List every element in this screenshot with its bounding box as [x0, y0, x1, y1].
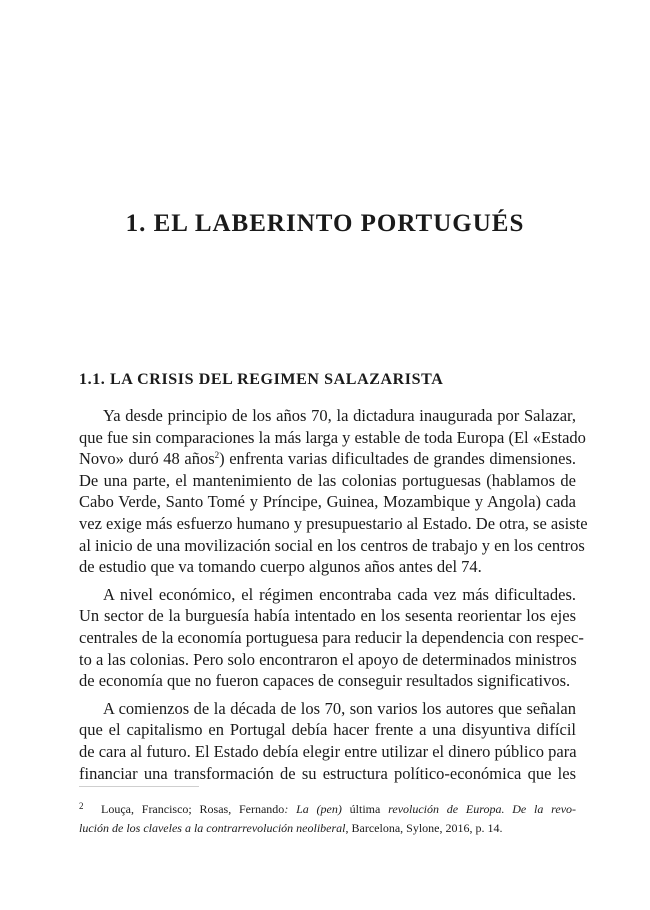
- footnote-line: [79, 819, 576, 838]
- text-line: vez exige más esfuerzo humano y presupuestario al Estado. De otra, se asiste: [79, 513, 588, 533]
- text-line: financiar una transformación de su estructura político-económica que les: [79, 763, 576, 783]
- footnote: [79, 797, 576, 838]
- text-line: Un sector de la burguesía había intentado en los sesenta reorientar los ejes: [79, 606, 576, 626]
- text-line: que fue sin comparaciones la más larga y estable de toda Europa (El «Estado: [79, 427, 586, 447]
- footnote-reference: 2: [214, 450, 220, 461]
- footnote-publication: , Barcelona, Sylone, 2016, p. 14.: [345, 821, 503, 835]
- footnote-authors: Louça, Francisco; Rosas, Fernando: [101, 802, 285, 816]
- footnote-colon: :: [284, 802, 297, 816]
- text-line: de cara al futuro. El Estado debía elegir entre utilizar el dinero público para: [79, 741, 577, 761]
- chapter-title: 1. EL LABERINTO PORTUGUÉS: [125, 210, 525, 237]
- footnote-divider: [79, 786, 199, 787]
- footnote-title: lución de los claveles a la contrarrevolución neoliberal: [79, 821, 346, 835]
- text-line: que el capitalismo en Portugal debía hacer frente a una disyuntiva difícil: [79, 720, 576, 740]
- footnote-number: 2: [79, 801, 84, 811]
- text-fragment: ): [219, 449, 225, 469]
- footnote-title: revolución de Europa. De la revo-: [388, 802, 577, 816]
- text-line: de economía que no fueron capaces de conseguir resultados significativos.: [79, 671, 571, 691]
- text-fragment: enfrenta varias dificultades de grandes dimensiones.: [229, 449, 577, 469]
- text-line: A nivel económico, el régimen encontraba cada vez más dificultades.: [103, 584, 576, 604]
- footnote-title: La (pen): [296, 802, 342, 816]
- section-heading: 1.1. LA CRISIS DEL REGIMEN SALAZARISTA: [79, 371, 444, 388]
- text-line: De una parte, el mantenimiento de las colonias portuguesas (hablamos de: [79, 470, 576, 490]
- text-line: de estudio que va tomando cuerpo algunos años antes del 74.: [79, 557, 482, 577]
- text-line: Cabo Verde, Santo Tomé y Príncipe, Guinea, Mozambique y Angola) cada: [79, 492, 576, 512]
- paragraph-2: [79, 584, 584, 692]
- text-line: [79, 448, 576, 470]
- paragraph-3: [79, 698, 576, 784]
- text-fragment: Novo» duró 48 años: [79, 449, 215, 469]
- paragraph-1: [79, 405, 588, 578]
- footnote-line: [79, 797, 576, 819]
- text-line: centrales de la economía portuguesa para reducir la dependencia con respec-: [79, 627, 584, 647]
- text-line: to a las colonias. Pero solo encontraron el apoyo de determinados ministros: [79, 649, 577, 669]
- text-line: Ya desde principio de los años 70, la dictadura inaugurada por Salazar,: [103, 406, 576, 425]
- text-line: A comienzos de la década de los 70, son varios los autores que señalan: [103, 698, 576, 718]
- body-text: [79, 405, 588, 790]
- footnote-word: última: [349, 802, 381, 816]
- text-line: al inicio de una movilización social en los centros de trabajo y en los centros: [79, 535, 585, 555]
